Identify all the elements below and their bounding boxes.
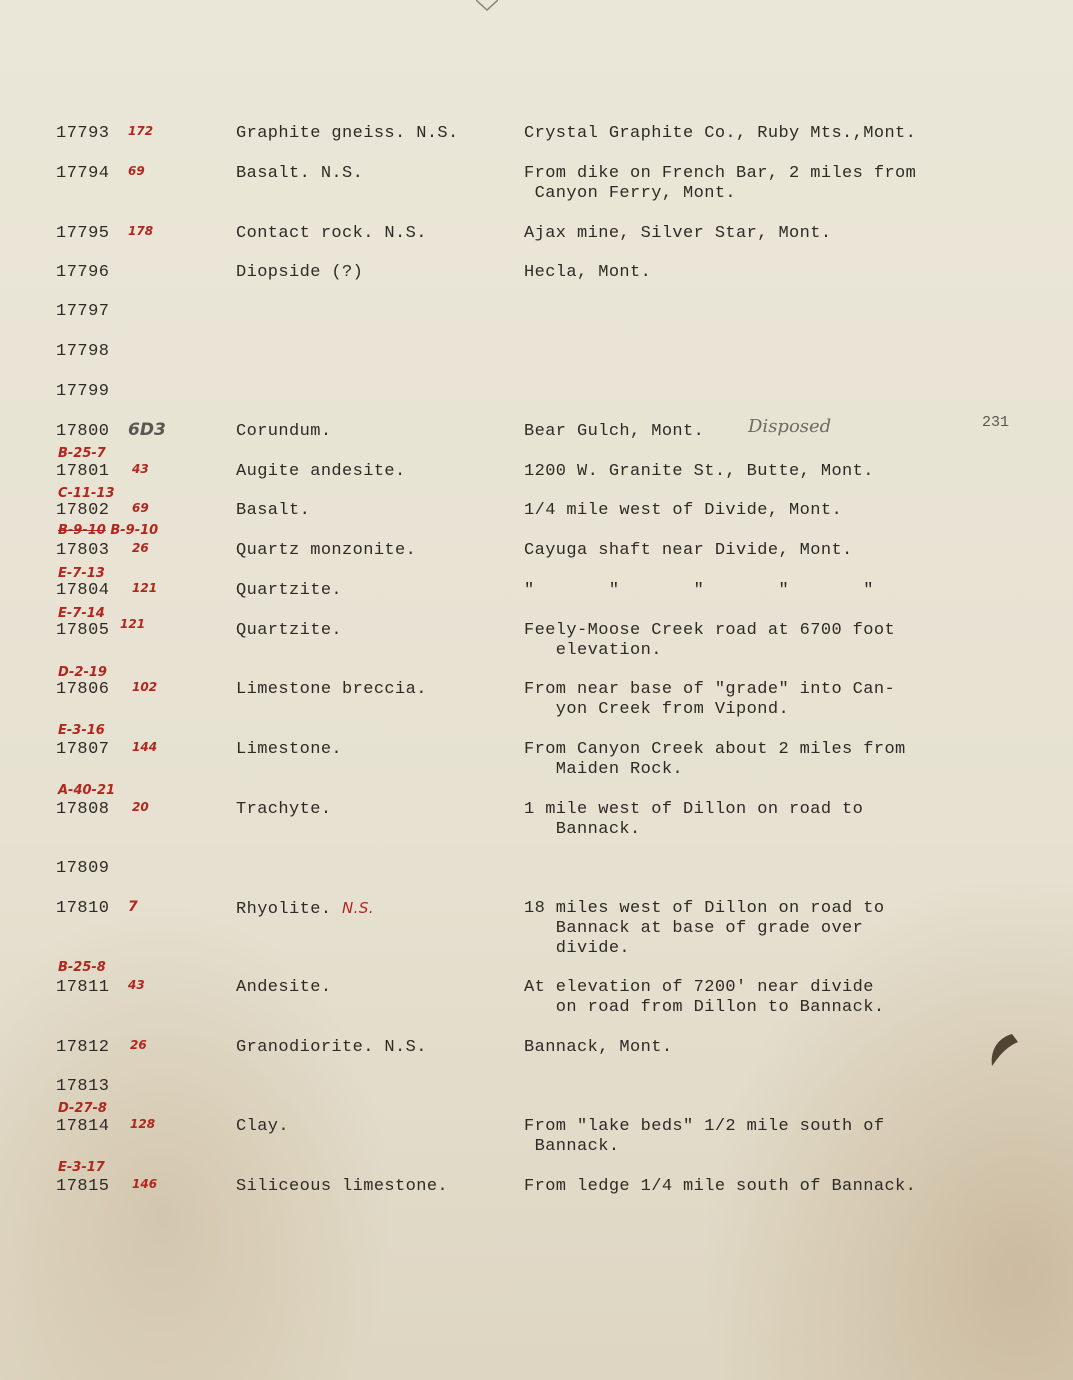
corrected-location-code: B-9-10: [110, 523, 159, 538]
red-annotation: 26: [130, 1038, 147, 1052]
paper-stain-mark: [984, 1030, 1024, 1070]
locality: 1200 W. Granite St., Butte, Mont.: [524, 462, 874, 481]
red-annotation: 121: [132, 581, 158, 595]
catalog-entry: [0, 978, 1073, 1017]
red-location-code: E-7-13: [58, 566, 105, 581]
locality: Bear Gulch, Mont.: [524, 422, 705, 441]
rock-name: Trachyte.: [236, 800, 332, 819]
catalog-entry: [0, 224, 1073, 244]
red-location-code: D-27-8: [58, 1101, 107, 1116]
catalog-entry: [0, 800, 1073, 839]
locality: From "lake beds" 1/2 mile south of Bannack.: [524, 1117, 885, 1156]
red-annotation: 69: [128, 164, 145, 178]
red-location-code: E-3-17: [58, 1160, 105, 1175]
catalog-entry: [0, 1117, 1073, 1156]
catalog-number: 17800: [56, 422, 110, 441]
rock-name: Granodiorite. N.S.: [236, 1038, 427, 1057]
red-location-code: E-7-14: [58, 606, 105, 621]
red-annotation: 43: [128, 978, 145, 992]
catalog-number: 17794: [56, 164, 110, 183]
red-annotation: 43: [132, 462, 149, 476]
rock-name-group: [236, 899, 374, 919]
red-annotation: 178: [128, 224, 154, 238]
catalog-number: 17808: [56, 800, 110, 819]
catalog-entry: [0, 1038, 1073, 1058]
locality: Bannack, Mont.: [524, 1038, 673, 1057]
catalog-entry: [0, 263, 1073, 283]
catalog-entry: [0, 1177, 1073, 1197]
red-annotation: 102: [132, 680, 158, 694]
catalog-entry: [0, 1077, 1073, 1097]
catalog-number: 17803: [56, 541, 110, 560]
catalog-number: 17799: [56, 382, 110, 401]
locality: From Canyon Creek about 2 miles from Maiden Rock.: [524, 740, 906, 779]
locality: 18 miles west of Dillon on road to Bannack at base of grade over divide.: [524, 899, 885, 958]
catalog-number: 17811: [56, 978, 110, 997]
rock-name: Limestone breccia.: [236, 680, 427, 699]
catalog-number: 17810: [56, 899, 110, 918]
red-annotation: 146: [132, 1177, 158, 1191]
catalog-entry: [0, 541, 1073, 561]
catalog-number: 17809: [56, 859, 110, 878]
rock-name: Contact rock. N.S.: [236, 224, 427, 243]
catalog-number: 17801: [56, 462, 110, 481]
red-location-code: B-25-7: [58, 446, 106, 461]
rock-name: Quartzite.: [236, 621, 343, 640]
catalog-number: 17802: [56, 501, 110, 520]
catalog-entry: [0, 382, 1073, 402]
red-location-code: B-25-8: [58, 960, 106, 975]
rock-name: Clay.: [236, 1117, 290, 1136]
locality: From near base of "grade" into Can- yon Creek from Vipond.: [524, 680, 896, 719]
locality: 1/4 mile west of Divide, Mont.: [524, 501, 843, 520]
catalog-number: 17798: [56, 342, 110, 361]
catalog-entry: [0, 859, 1073, 879]
rock-name: Quartzite.: [236, 581, 343, 600]
catalog-number: 17814: [56, 1117, 110, 1136]
catalog-entry: [0, 899, 1073, 958]
catalog-number: 17813: [56, 1077, 110, 1096]
rock-name: Basalt. N.S.: [236, 164, 364, 183]
catalog-number: 17805: [56, 621, 110, 640]
red-annotation: 7: [128, 899, 138, 915]
rock-name: Augite andesite.: [236, 462, 406, 481]
red-annotation: 121: [120, 617, 146, 631]
rock-name: Quartz monzonite.: [236, 541, 417, 560]
rock-name: Corundum.: [236, 422, 332, 441]
catalog-entry: [0, 164, 1073, 203]
locality: From ledge 1/4 mile south of Bannack.: [524, 1177, 917, 1196]
red-location-code: C-11-13: [58, 486, 115, 501]
catalog-entry: [0, 740, 1073, 779]
red-location-code: A-40-21: [58, 783, 116, 798]
catalog-number: 17795: [56, 224, 110, 243]
red-location-code-group: [58, 523, 158, 538]
red-annotation: 69: [132, 501, 149, 515]
struck-location-code: B-9-10: [58, 523, 106, 538]
pencil-annotation: 6D3: [128, 420, 166, 440]
catalog-number: 17812: [56, 1038, 110, 1057]
locality: Crystal Graphite Co., Ruby Mts.,Mont.: [524, 124, 917, 143]
catalog-entry: [0, 302, 1073, 322]
rock-name: Rhyolite.: [236, 900, 332, 919]
catalog-number: 17793: [56, 124, 110, 143]
page-fold-mark: [476, 0, 498, 12]
rock-name: Siliceous limestone.: [236, 1177, 449, 1196]
red-location-code: E-3-16: [58, 723, 105, 738]
rock-name: Graphite gneiss. N.S.: [236, 124, 459, 143]
rock-name: Diopside (?): [236, 263, 364, 282]
catalog-entry: [0, 680, 1073, 719]
catalog-entry: [0, 416, 1073, 442]
catalog-number: 17806: [56, 680, 110, 699]
catalog-number: 17796: [56, 263, 110, 282]
catalog-entry: [0, 501, 1073, 521]
catalog-entry: [0, 617, 1073, 660]
locality: At elevation of 7200' near divide on road from Dillon to Bannack.: [524, 978, 885, 1017]
catalog-entry: [0, 581, 1073, 601]
locality: Cayuga shaft near Divide, Mont.: [524, 541, 853, 560]
red-ns-note: N.S.: [342, 899, 374, 917]
margin-page-number: 231: [982, 414, 1010, 431]
red-location-code: D-2-19: [58, 665, 107, 680]
catalog-number: 17804: [56, 581, 110, 600]
locality: Hecla, Mont.: [524, 263, 652, 282]
catalog-number: 17797: [56, 302, 110, 321]
catalog-number: 17807: [56, 740, 110, 759]
locality: " " " " ": [524, 581, 874, 600]
locality: 1 mile west of Dillon on road to Bannack.: [524, 800, 864, 839]
locality: Ajax mine, Silver Star, Mont.: [524, 224, 832, 243]
locality: Feely-Moose Creek road at 6700 foot elevation.: [524, 621, 896, 660]
rock-name: Limestone.: [236, 740, 343, 759]
red-annotation: 128: [130, 1117, 156, 1131]
red-annotation: 20: [132, 800, 149, 814]
red-annotation: 172: [128, 124, 154, 138]
catalog-entry: [0, 342, 1073, 362]
handwritten-disposed-note: Disposed: [748, 416, 832, 437]
rock-name: Basalt.: [236, 501, 311, 520]
rock-name: Andesite.: [236, 978, 332, 997]
red-annotation: 144: [132, 740, 158, 754]
catalog-entry: [0, 462, 1073, 482]
locality: From dike on French Bar, 2 miles from Canyon Ferry, Mont.: [524, 164, 917, 203]
catalog-entry: [0, 124, 1073, 144]
catalog-number: 17815: [56, 1177, 110, 1196]
red-annotation: 26: [132, 541, 149, 555]
